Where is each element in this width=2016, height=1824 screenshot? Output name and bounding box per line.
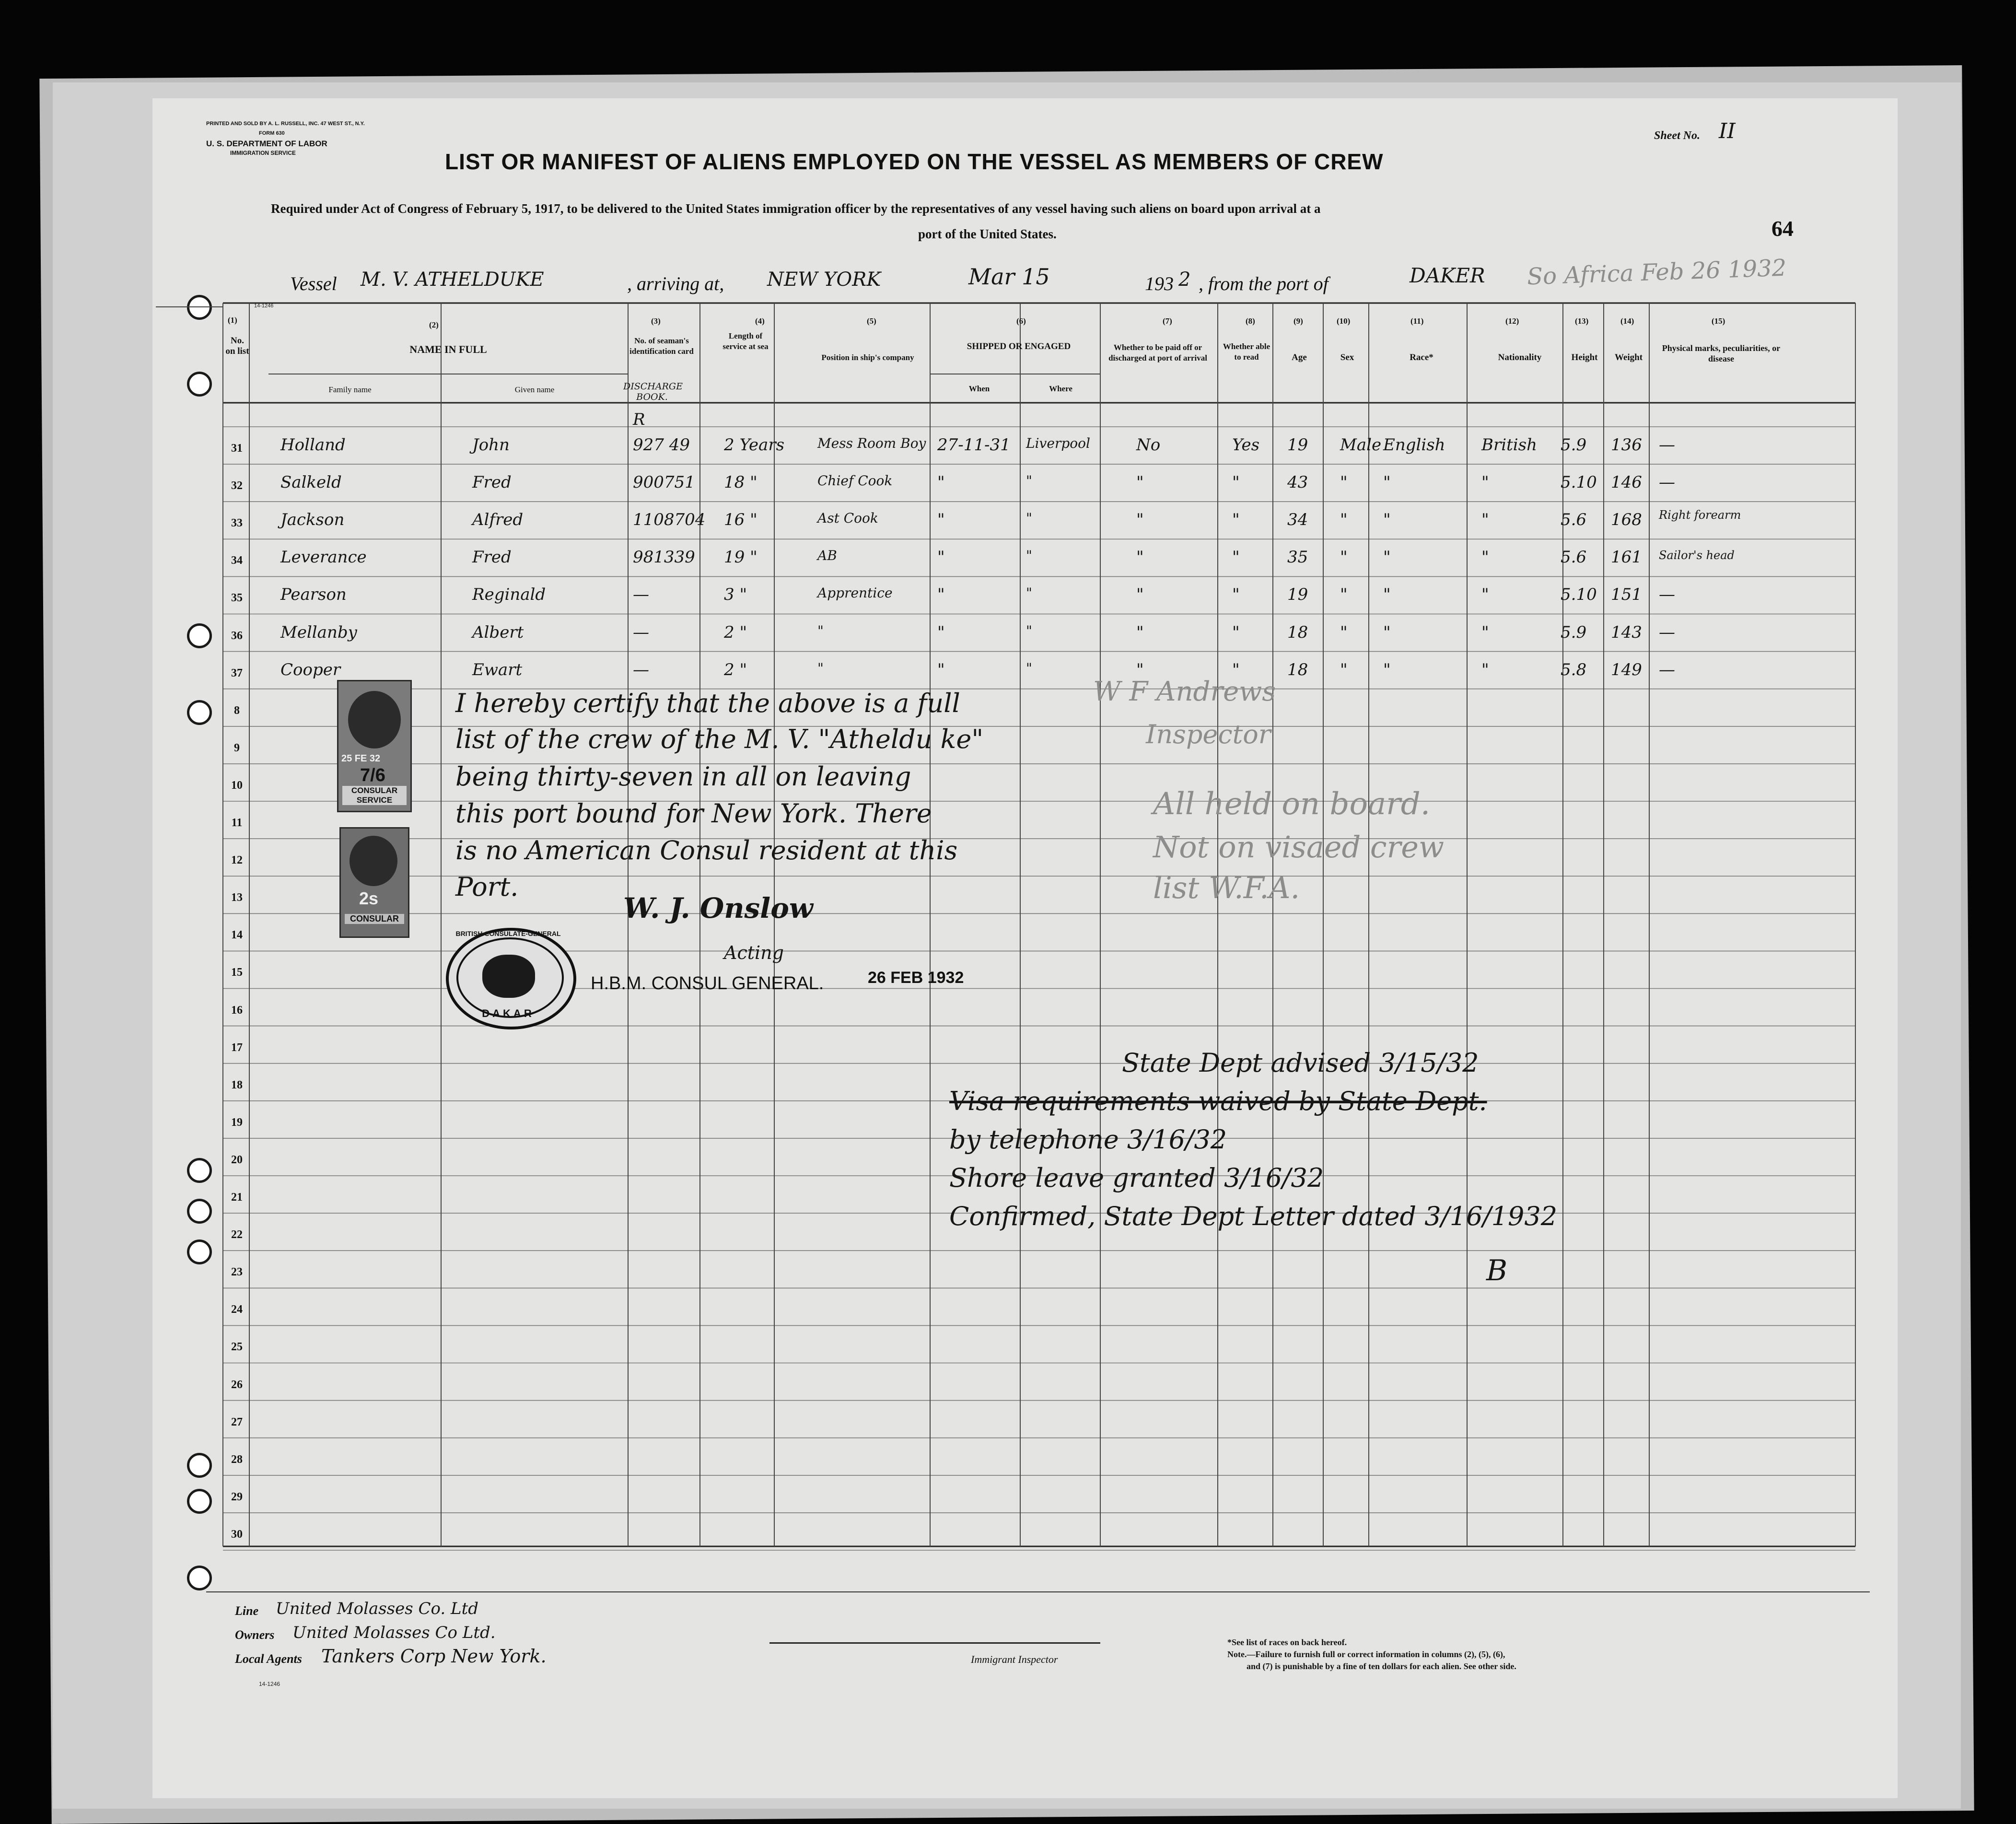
row-number: 16	[231, 1004, 243, 1017]
cell-paid-off: "	[1136, 622, 1144, 642]
cell-when: "	[937, 548, 945, 567]
col-header-card: No. of seaman's identification card	[629, 336, 694, 356]
cell-when: "	[937, 473, 945, 492]
subtitle-line2: port of the United States.	[918, 227, 1057, 241]
cell-sex: "	[1340, 548, 1348, 567]
row-number: 10	[231, 779, 243, 792]
footer-note-line2: and (7) is punishable by a fine of ten dollars for each alien. See other side.	[1247, 1661, 1516, 1671]
col-num-12: (12)	[1505, 316, 1519, 326]
card-prefix-mark: R	[633, 410, 645, 429]
row-number: 13	[231, 891, 243, 904]
footer-line-label: Line	[235, 1604, 259, 1618]
year-label: 193	[1145, 273, 1174, 294]
col-num-8: (8)	[1246, 316, 1255, 326]
consul-title: H.B.M. CONSUL GENERAL.	[591, 973, 824, 994]
col-header-sex: Sex	[1340, 352, 1354, 362]
cell-card: 981339	[633, 548, 695, 567]
row-number: 29	[231, 1490, 243, 1503]
cell-given: John	[472, 435, 510, 455]
from-label: , from the port of	[1199, 273, 1328, 294]
vessel-name: M. V. ATHELDUKE	[361, 269, 544, 291]
cell-race: "	[1383, 585, 1391, 605]
col-header-height: Height	[1571, 352, 1598, 362]
annotation-mark: B	[1486, 1254, 1508, 1287]
sheet-number: II	[1719, 119, 1736, 143]
col-num-4: (4)	[755, 316, 765, 326]
row-number: 31	[231, 442, 243, 455]
col-num-14: (14)	[1620, 316, 1634, 326]
row-number: 18	[231, 1078, 243, 1091]
cell-where: "	[1026, 585, 1032, 601]
cell-position: Mess Room Boy	[817, 435, 926, 451]
cell-race: English	[1383, 435, 1445, 455]
cell-sex: "	[1340, 510, 1348, 530]
col-header-race: Race*	[1410, 352, 1433, 362]
seal-text-bottom: DAKAR	[482, 1007, 535, 1019]
subheader-family: Family name	[328, 385, 372, 394]
annotation-line1: State Dept advised 3/15/32	[1122, 1048, 1479, 1078]
col-header-age: Age	[1292, 352, 1307, 362]
cell-paid-off: "	[1136, 585, 1144, 605]
page-title: LIST OR MANIFEST OF ALIENS EMPLOYED ON THE VESSEL AS MEMBERS OF CREW	[445, 149, 1384, 174]
stamp-date: 25 FE 32	[341, 753, 381, 764]
col-header-shipped: SHIPPED OR ENGAGED	[967, 341, 1071, 351]
cell-height: 5.6	[1561, 548, 1587, 567]
acting-label: Acting	[724, 942, 784, 963]
annotation-line4: Shore leave granted 3/16/32	[949, 1163, 1324, 1193]
cell-age: 34	[1287, 510, 1308, 530]
certification-line3: being thirty-seven in all on leaving	[455, 761, 911, 792]
cell-service: 2 "	[724, 622, 747, 642]
cell-where: "	[1026, 510, 1032, 526]
cell-position: Chief Cook	[817, 473, 893, 489]
certification-line1: I hereby certify that the above is a full	[455, 688, 960, 718]
cell-weight: 143	[1611, 622, 1642, 642]
cell-where: "	[1026, 473, 1032, 489]
col-num-1: (1)	[228, 316, 237, 325]
row-number: 24	[231, 1303, 243, 1316]
page-number: 64	[1771, 216, 1794, 241]
cell-paid-off: No	[1136, 435, 1161, 455]
cell-nationality: British	[1481, 435, 1537, 455]
cell-when: "	[937, 660, 945, 679]
row-number: 14	[231, 929, 243, 942]
footer-note-line1: Note.—Failure to furnish full or correct information in columns (2), (5), (6),	[1227, 1649, 1505, 1659]
cell-marks: Right forearm	[1659, 508, 1741, 522]
row-number: 20	[231, 1153, 243, 1166]
cell-marks: —	[1659, 622, 1675, 642]
cell-age: 19	[1287, 585, 1308, 605]
certification-line2: list of the crew of the M. V. "Atheldu ke"	[455, 724, 984, 754]
row-number: 26	[231, 1378, 243, 1391]
cell-card: 1108704	[633, 510, 706, 530]
inspector-note-line2: Not on visaed crew	[1153, 830, 1445, 865]
cell-given: Fred	[472, 548, 512, 567]
cell-read: "	[1232, 548, 1240, 567]
cell-read: "	[1232, 622, 1240, 642]
cell-nationality: "	[1481, 622, 1489, 642]
cell-nationality: "	[1481, 548, 1489, 567]
cell-given: Reginald	[472, 585, 546, 605]
col-header-nationality: Nationality	[1498, 352, 1542, 362]
cell-where: Liverpool	[1026, 435, 1090, 451]
col-num-3: (3)	[651, 316, 661, 326]
cell-height: 5.6	[1561, 510, 1587, 530]
cell-position: Ast Cook	[817, 510, 878, 526]
cell-marks: —	[1659, 435, 1675, 455]
subheader-where: Where	[1049, 384, 1072, 393]
consulate-seal	[446, 928, 576, 1029]
row-number: 28	[231, 1453, 243, 1466]
footer-owners-label: Owners	[235, 1628, 275, 1642]
cell-weight: 146	[1611, 473, 1642, 492]
certification-line6: Port.	[455, 872, 519, 902]
cell-sex: "	[1340, 660, 1348, 679]
cell-age: 35	[1287, 548, 1308, 567]
cell-position: Apprentice	[817, 585, 893, 601]
cell-family: Holland	[280, 435, 346, 455]
inspector-note-line3: list W.F.A.	[1153, 870, 1300, 905]
cell-paid-off: "	[1136, 510, 1144, 530]
footer-agents-label: Local Agents	[235, 1652, 302, 1666]
cell-paid-off: "	[1136, 660, 1144, 679]
revenue-stamp-1	[337, 680, 412, 812]
cell-service: 16 "	[724, 510, 757, 530]
form-code: 14-1246	[254, 303, 274, 309]
cell-nationality: "	[1481, 585, 1489, 605]
cell-sex: "	[1340, 585, 1348, 605]
row-number: 23	[231, 1266, 243, 1279]
certification-line5: is no American Consul resident at this	[455, 835, 958, 865]
cell-height: 5.10	[1561, 585, 1597, 605]
cell-when: 27-11-31	[937, 435, 1011, 455]
cell-where: "	[1026, 660, 1032, 676]
footer-form-code: 14-1246	[259, 1681, 280, 1687]
inspector-title: Inspector	[1146, 719, 1271, 749]
col-num-7: (7)	[1163, 316, 1172, 326]
cell-read: "	[1232, 510, 1240, 530]
footer-owners-value: United Molasses Co Ltd.	[292, 1623, 496, 1642]
inspector-note-line1: All held on board.	[1153, 786, 1431, 822]
cell-service: 19 "	[724, 548, 757, 567]
cell-where: "	[1026, 622, 1032, 639]
row-number: 21	[231, 1191, 243, 1204]
cell-card: —	[633, 585, 649, 605]
row-number: 32	[231, 479, 243, 492]
inspector-signature-line	[769, 1642, 1100, 1644]
cell-paid-off: "	[1136, 473, 1144, 492]
stamp-value: 2s	[359, 889, 379, 908]
row-number: 11	[231, 817, 243, 829]
arriving-label: , arriving at,	[627, 273, 724, 294]
col-header-marks: Physical marks, peculiarities, or disease	[1662, 343, 1781, 363]
cell-read: "	[1232, 473, 1240, 492]
form-number: FORM 630	[259, 130, 285, 136]
cell-race: "	[1383, 510, 1391, 530]
cell-weight: 168	[1611, 510, 1642, 530]
footer-inspector-label: Immigrant Inspector	[971, 1653, 1058, 1665]
printer-line: PRINTED AND SOLD BY A. L. RUSSELL, INC. 47 WEST ST., N.Y.	[206, 121, 365, 127]
row-number: 33	[231, 517, 243, 530]
certification-line4: this port bound for New York. There	[455, 798, 932, 829]
cell-height: 5.9	[1561, 435, 1587, 455]
cell-when: "	[937, 510, 945, 530]
cell-nationality: "	[1481, 660, 1489, 679]
footer-line-value: United Molasses Co. Ltd	[276, 1599, 478, 1618]
col-header-paidoff: Whether to be paid off or discharged at port of arrival	[1108, 343, 1207, 362]
stamp-portrait	[350, 836, 397, 886]
annotation-line5: Confirmed, State Dept Letter dated 3/16/1932	[949, 1201, 1558, 1231]
cell-card: 927 49	[633, 435, 690, 455]
col-num-10: (10)	[1337, 316, 1351, 326]
consul-signature: W. J. Onslow	[623, 892, 813, 924]
col-num-2: (2)	[429, 320, 439, 329]
vessel-label: Vessel	[290, 273, 337, 294]
cell-height: 5.10	[1561, 473, 1597, 492]
cell-nationality: "	[1481, 510, 1489, 530]
cell-position: AB	[817, 548, 837, 564]
cell-service: 3 "	[724, 585, 747, 605]
year-value: 2	[1178, 269, 1191, 291]
col-header-no: No. on list	[225, 336, 249, 356]
cell-paid-off: "	[1136, 548, 1144, 567]
row-number: 35	[231, 592, 243, 605]
cell-age: 18	[1287, 622, 1308, 642]
row-number: 36	[231, 629, 243, 642]
cell-marks: —	[1659, 585, 1675, 605]
cell-read: "	[1232, 660, 1240, 679]
row-number: 25	[231, 1341, 243, 1354]
col-num-15: (15)	[1712, 316, 1725, 326]
row-number: 19	[231, 1116, 243, 1129]
cell-weight: 136	[1611, 435, 1642, 455]
subheader-given: Given name	[514, 385, 555, 394]
cell-nationality: "	[1481, 473, 1489, 492]
cell-family: Salkeld	[280, 473, 342, 492]
stamp-service-label: CONSULAR SERVICE	[342, 786, 407, 805]
cell-given: Albert	[472, 622, 524, 642]
row-number: 22	[231, 1228, 243, 1241]
cell-weight: 149	[1611, 660, 1642, 679]
cell-read: "	[1232, 585, 1240, 605]
row-number: 34	[231, 554, 243, 567]
stamp-consular-label: CONSULAR	[345, 914, 404, 924]
department-name: U. S. DEPARTMENT OF LABOR	[206, 139, 327, 148]
cell-race: "	[1383, 660, 1391, 679]
inspector-signature: W F Andrews	[1093, 676, 1276, 707]
royal-arms-icon	[482, 955, 535, 998]
cell-position: "	[817, 622, 824, 639]
subheader-when: When	[968, 384, 990, 393]
annotation-line3: by telephone 3/16/32	[949, 1124, 1227, 1155]
cell-card: —	[633, 622, 649, 642]
from-port: DAKER	[1410, 264, 1485, 287]
cell-age: 19	[1287, 435, 1308, 455]
cell-service: 18 "	[724, 473, 757, 492]
col-num-11: (11)	[1410, 316, 1424, 326]
cell-weight: 151	[1611, 585, 1642, 605]
cell-given: Fred	[472, 473, 512, 492]
col-num-6: (6)	[1016, 316, 1026, 326]
stamp-value: 7/6	[360, 765, 385, 785]
arrival-port: NEW YORK	[767, 269, 881, 291]
cell-family: Pearson	[280, 585, 347, 605]
cell-read: Yes	[1232, 435, 1260, 455]
sheet-label: Sheet No.	[1654, 129, 1700, 142]
cell-height: 5.8	[1561, 660, 1587, 679]
row-number: 9	[234, 741, 240, 754]
cell-race: "	[1383, 473, 1391, 492]
cell-marks: Sailor's head	[1659, 549, 1735, 562]
cell-marks: —	[1659, 473, 1675, 492]
col-num-5: (5)	[867, 316, 876, 326]
cell-weight: 161	[1611, 548, 1642, 567]
consul-date: 26 FEB 1932	[868, 969, 964, 987]
cell-marks: —	[1659, 660, 1675, 679]
col-header-position: Position in ship's company	[821, 353, 914, 362]
row-number: 37	[231, 666, 243, 679]
col-header-read: Whether able to read	[1223, 342, 1270, 362]
seal-text-top: BRITISH CONSULATE-GENERAL	[455, 930, 561, 937]
cell-sex: Male	[1340, 435, 1382, 455]
col-header-service: Length of service at sea	[722, 331, 769, 351]
cell-family: Mellanby	[280, 622, 357, 642]
col-num-13: (13)	[1575, 316, 1589, 326]
cell-race: "	[1383, 548, 1391, 567]
row-number: 17	[231, 1041, 243, 1054]
service-name: IMMIGRATION SERVICE	[230, 150, 296, 156]
cell-when: "	[937, 622, 945, 642]
cell-sex: "	[1340, 622, 1348, 642]
cell-sex: "	[1340, 473, 1348, 492]
card-column-note: DISCHARGE BOOK.	[623, 381, 683, 402]
row-number: 30	[231, 1528, 243, 1541]
arrival-date: Mar 15	[968, 264, 1050, 290]
footer-race-note: *See list of races on back hereof.	[1227, 1637, 1347, 1647]
cell-service: 2 "	[724, 660, 747, 679]
row-number: 12	[231, 854, 243, 867]
cell-race: "	[1383, 622, 1391, 642]
cell-given: Ewart	[472, 660, 523, 679]
cell-family: Cooper	[280, 660, 341, 679]
cell-age: 18	[1287, 660, 1308, 679]
row-number: 15	[231, 966, 243, 979]
cell-card: 900751	[633, 473, 695, 492]
cell-where: "	[1026, 548, 1032, 564]
revenue-stamp-2	[339, 827, 409, 938]
col-header-name: NAME IN FULL	[409, 343, 487, 355]
cell-when: "	[937, 585, 945, 605]
cell-height: 5.9	[1561, 622, 1587, 642]
cell-age: 43	[1287, 473, 1308, 492]
cell-given: Alfred	[472, 510, 524, 530]
stamp-portrait	[348, 691, 401, 748]
from-port-extra: So Africa Feb 26 1932	[1527, 254, 1787, 291]
annotation-line2: Visa requirements waived by State Dept.	[949, 1086, 1487, 1116]
col-num-9: (9)	[1294, 316, 1303, 326]
cell-service: 2 Years	[724, 435, 785, 455]
subtitle-line1: Required under Act of Congress of February 5, 1917, to be delivered to the United States immigration officer by the representatives of any vessel having such aliens on board upon arrival at a	[271, 201, 1321, 216]
col-header-weight: Weight	[1614, 352, 1643, 362]
cell-card: —	[633, 660, 649, 679]
row-number: 27	[231, 1415, 243, 1428]
cell-family: Jackson	[280, 510, 345, 530]
cell-family: Leverance	[280, 548, 367, 567]
row-number: 8	[234, 704, 240, 717]
cell-position: "	[817, 660, 824, 676]
footer-agents-value: Tankers Corp New York.	[321, 1646, 547, 1667]
